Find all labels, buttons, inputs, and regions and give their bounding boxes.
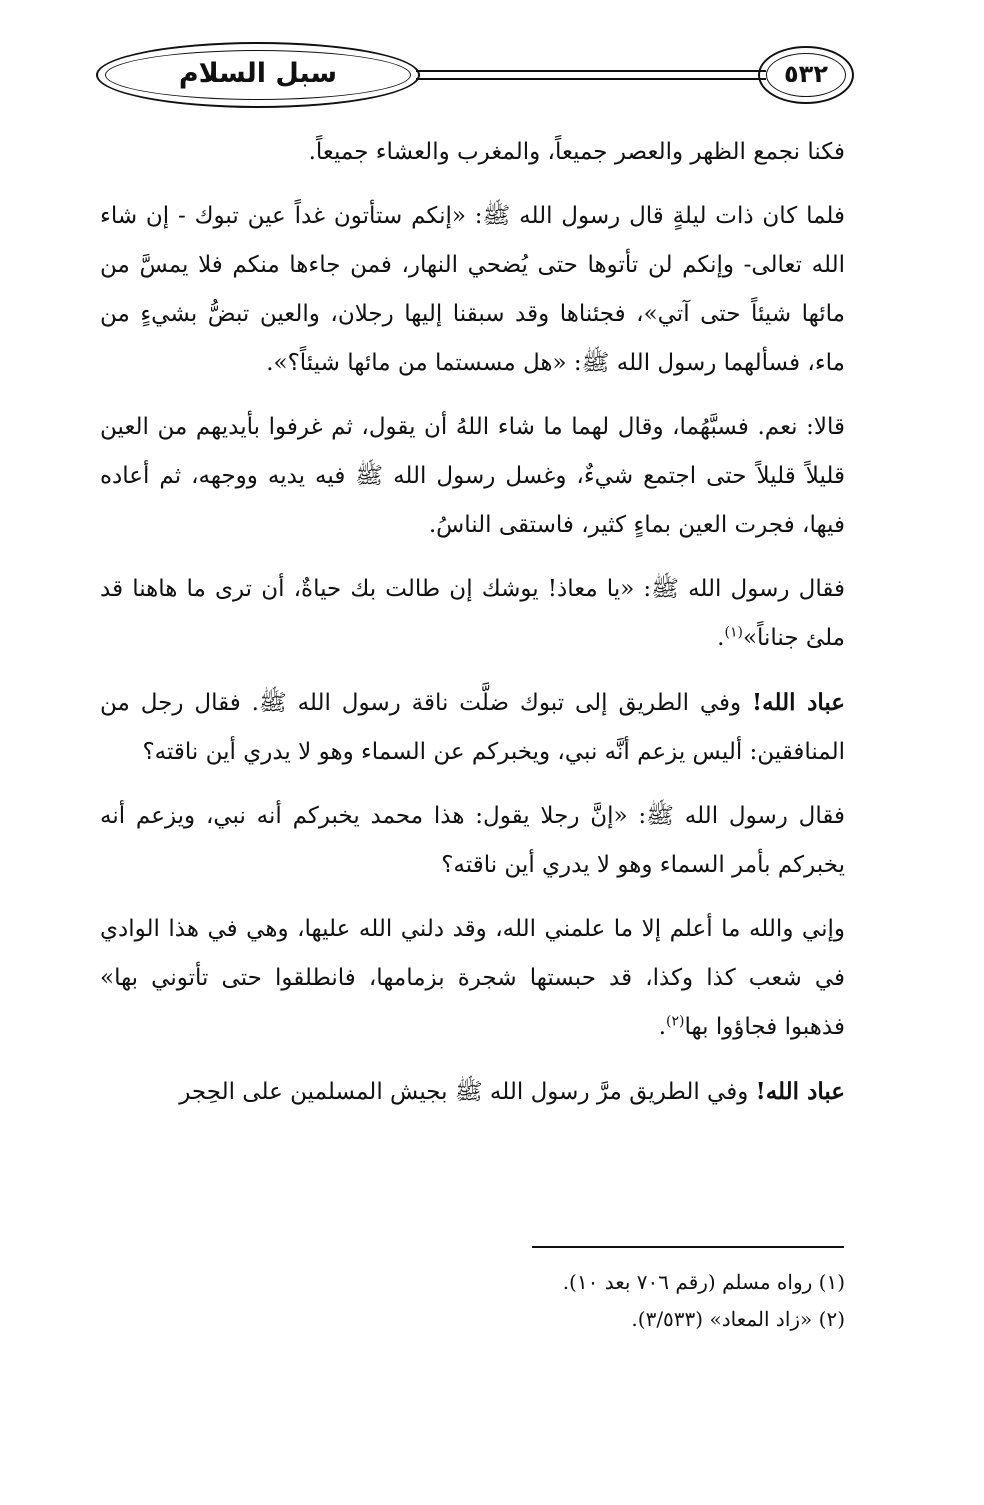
header-rule [416,70,766,72]
paragraph-text: فقال رسول الله ﷺ: «إنَّ رجلا يقول: هذا محمد يخبركم أنه نبي، ويزعم أنه يخبركم بأمر السماء وهو لا يدري أين ناقته؟ [100,803,845,878]
page-number-oval [758,46,854,104]
paragraph [100,678,845,777]
book-title: سبل السلام [178,58,338,89]
paragraph [100,905,845,1052]
paragraph-text: فلما كان ذات ليلةٍ قال رسول الله ﷺ: «إنكم ستأتون غداً عين تبوك - إن شاء الله تعالى- وإنكم لن تأتوها حتى يُضحي النهار، فمن جاءها منكم فلا يمسَّ من مائها شيئاً حتى آتي»، فجئناها وقد سبقنا إليها رجلان، والعين تبضُّ بشيءٍ من ماء، فسألهما رسول الله ﷺ: «هل مسستما من مائها شيئاً؟». [100,203,845,376]
paragraph-text: فكنا نجمع الظهر والعصر جميعاً، والمغرب والعشاء جميعاً. [308,139,845,165]
paragraph-lead: عباد الله! [755,1078,845,1105]
header-rule [416,78,766,80]
paragraph-text: وفي الطريق إلى تبوك ضلَّت ناقة رسول الله ﷺ. فقال رجل من المنافقين: أليس يزعم أنَّه نبي، ويخبركم عن السماء وهو لا يدري أين ناقته؟ [100,690,845,765]
page-number: ٥٣٢ [784,60,828,88]
paragraph [100,192,845,388]
page-header [96,36,854,120]
paragraph-tail: . [658,1014,667,1040]
title-oval [96,42,420,108]
footnote-separator [532,1246,844,1248]
footnote: (٢) «زاد المعاد» (٣/٥٣٣). [631,1307,845,1331]
paragraph-text: وإني والله ما أعلم إلا ما علمني الله، وقد دلني الله عليها، وهي في هذا الوادي في شعب كذا وكذا، قد حبستها شجرة بزمامها، فانطلقوا حتى تأتوني بها» فذهبوا فجاؤوا بها [100,916,845,1040]
paragraph [100,792,845,890]
body-text [100,128,845,1132]
paragraph-text: فقال رسول الله ﷺ: «يا معاذ! يوشك إن طالت بك حياةٌ، أن ترى ما هاهنا قد ملئ جناناً» [100,576,845,651]
paragraph [100,403,845,550]
paragraph [100,128,845,177]
paragraph [100,1067,845,1117]
footnote-marker: (٢) [666,1013,685,1030]
footnotes [100,1264,845,1338]
paragraph [100,565,845,663]
paragraph-text: وفي الطريق مرَّ رسول الله ﷺ بجيش المسلمين على الحِجر [179,1079,756,1105]
footnote-marker: (١) [724,624,743,641]
paragraph-text: قالا: نعم. فسبَّهُما، وقال لهما ما شاء اللهُ أن يقول، ثم غرفوا بأيديهم من العين قليلاً قليلاً حتى اجتمع شيءٌ، وغسل رسول الله ﷺ فيه يديه ووجهه، ثم أعاده فيها، فجرت العين بماءٍ كثير، فاستقى الناسُ. [100,414,845,538]
paragraph-tail: . [717,625,725,651]
footnote: (١) رواه مسلم (رقم ٧٠٦ بعد ١٠). [562,1270,845,1294]
paragraph-lead: عباد الله! [752,689,845,716]
